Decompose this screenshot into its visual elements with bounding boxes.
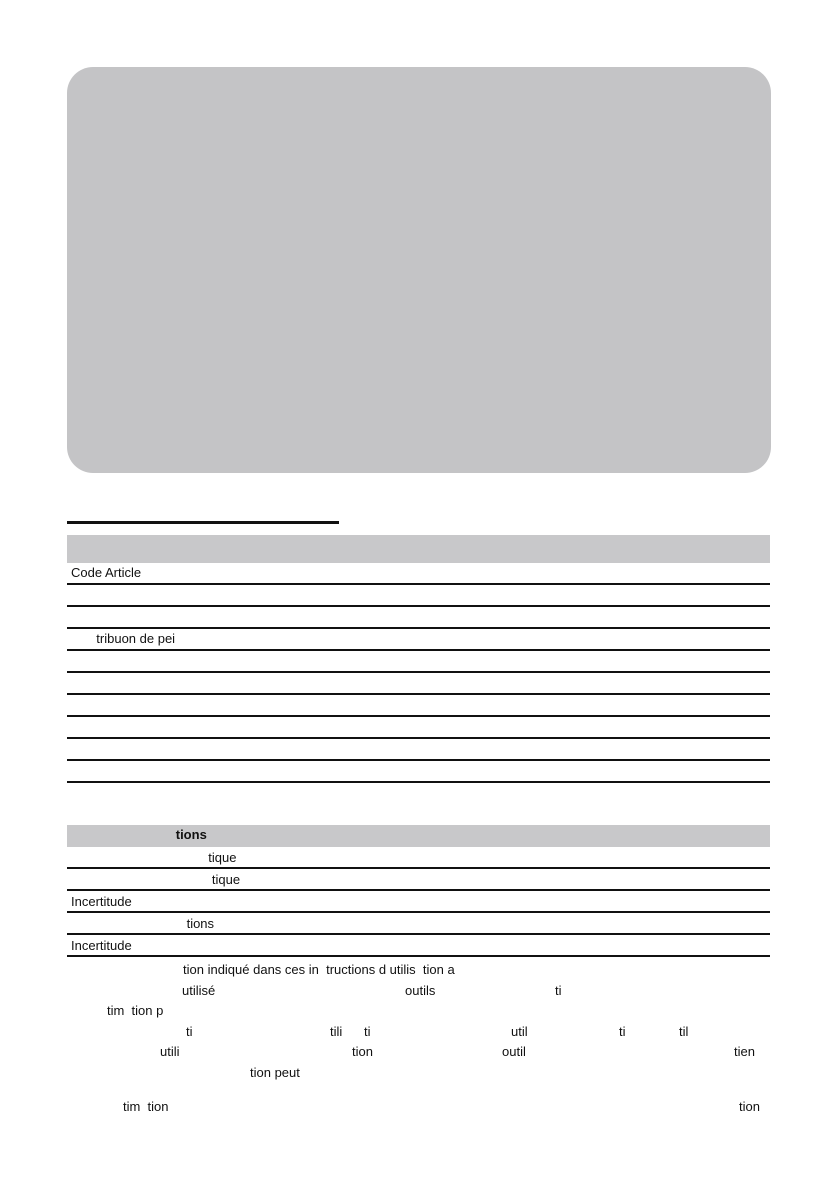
text-fragment: ti [364,1024,371,1039]
text-fragment: tien [734,1044,755,1059]
table-row: tique [67,847,770,869]
uncertainty-table-header: tions [67,825,770,847]
table-row: Code Article [67,563,770,585]
table-row: Incertitude [67,935,770,957]
text-fragment: tili [330,1024,343,1039]
table-row [67,585,770,607]
text-fragment: utilisé [182,983,216,998]
table-row [67,761,770,783]
table-row: tique [67,869,770,891]
text-fragment: ti [186,1024,193,1039]
table-row [67,651,770,673]
section-title-underline [67,521,339,524]
spec-table-header [67,535,770,563]
text-fragment: util [511,1024,528,1039]
table-row [67,739,770,761]
table-row [67,673,770,695]
spec-table [67,535,770,783]
uncertainty-table [67,825,770,957]
table-row [67,717,770,739]
text-fragment: outils [405,983,436,998]
table-row [67,607,770,629]
text-fragment: outil [502,1044,526,1059]
table-row [67,695,770,717]
text-fragment: utili [160,1044,180,1059]
table-row: Incertitude [67,891,770,913]
text-fragment: tion indiqué dans ces in tructions d utilis tion a [183,962,455,977]
table-row: tions [67,913,770,935]
text-fragment: ti [555,983,562,998]
text-fragment: ti [619,1024,626,1039]
text-fragment: tion [739,1099,760,1114]
table-row: tribuon de pei [67,629,770,651]
text-fragment: tim tion [123,1099,169,1114]
text-fragment: tim tion p [107,1003,164,1018]
grey-rounded-panel [67,67,771,473]
text-fragment: til [679,1024,689,1039]
text-fragment: tion [352,1044,373,1059]
text-fragment: tion peut [250,1065,300,1080]
